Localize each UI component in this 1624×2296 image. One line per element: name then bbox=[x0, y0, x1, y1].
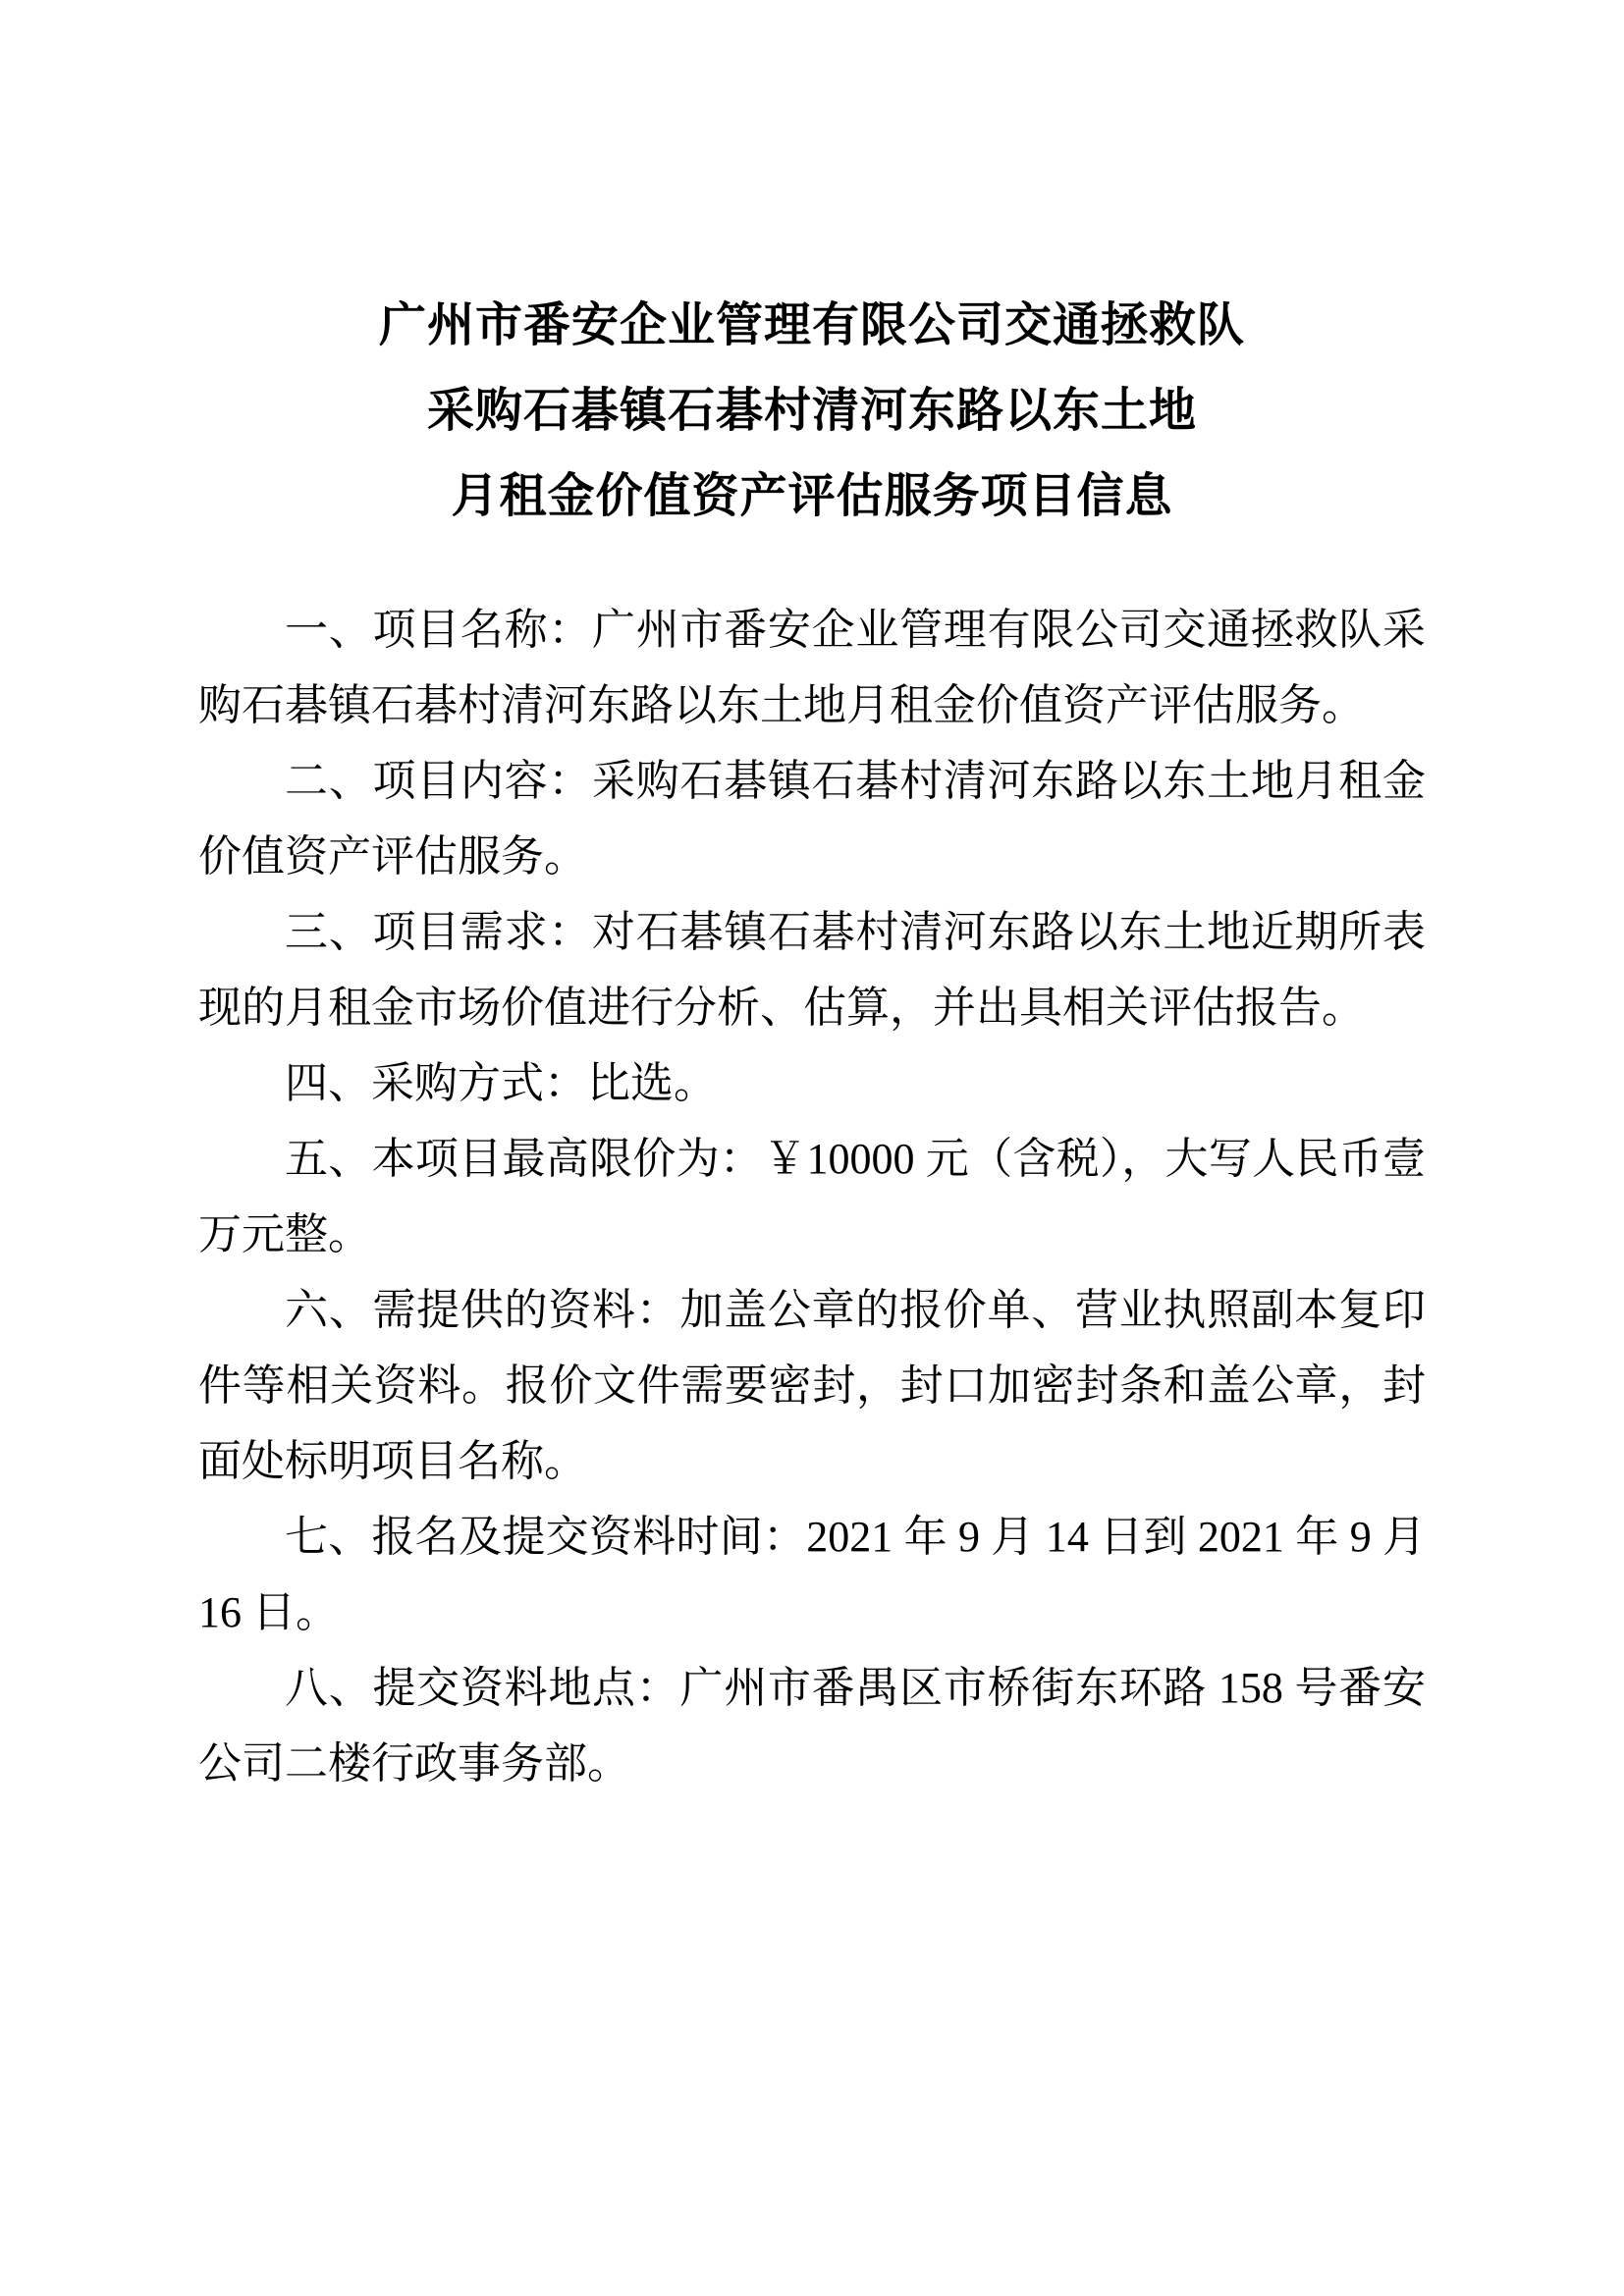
paragraph-project-name: 一、项目名称：广州市番安企业管理有限公司交通拯救队采购石碁镇石碁村清河东路以东土地月租金价值资产评估服务。 bbox=[198, 606, 1426, 729]
paragraph-submission-location: 八、提交资料地点：广州市番禺区市桥街东环路 158 号番安公司二楼行政事务部。 bbox=[198, 1664, 1426, 1788]
document-title bbox=[0, 0, 1624, 539]
document-body bbox=[198, 592, 1426, 1801]
paragraph-project-requirements: 三、项目需求：对石碁镇石碁村清河东路以东土地近期所表现的月租金市场价值进行分析、估算，并出具相关评估报告。 bbox=[198, 908, 1426, 1032]
title-line-3: 月租金价值资产评估服务项目信息 bbox=[451, 470, 1173, 522]
title-line-2: 采购石碁镇石碁村清河东路以东土地 bbox=[426, 385, 1197, 437]
paragraph-required-materials: 六、需提供的资料：加盖公章的报价单、营业执照副本复印件等相关资料。报价文件需要密封，封口加密封条和盖公章，封面处标明项目名称。 bbox=[198, 1286, 1426, 1485]
title-line-1: 广州市番安企业管理有限公司交通拯救队 bbox=[378, 299, 1245, 351]
paragraph-procurement-method: 四、采购方式：比选。 bbox=[285, 1059, 717, 1107]
paragraph-price-limit: 五、本项目最高限价为：￥10000 元（含税），大写人民币壹万元整。 bbox=[198, 1135, 1426, 1258]
paragraph-project-content: 二、项目内容：采购石碁镇石碁村清河东路以东土地月租金价值资产评估服务。 bbox=[198, 757, 1426, 881]
paragraph-submission-time: 七、报名及提交资料时间：2021 年 9 月 14 日到 2021 年 9 月 16 日。 bbox=[198, 1513, 1426, 1636]
